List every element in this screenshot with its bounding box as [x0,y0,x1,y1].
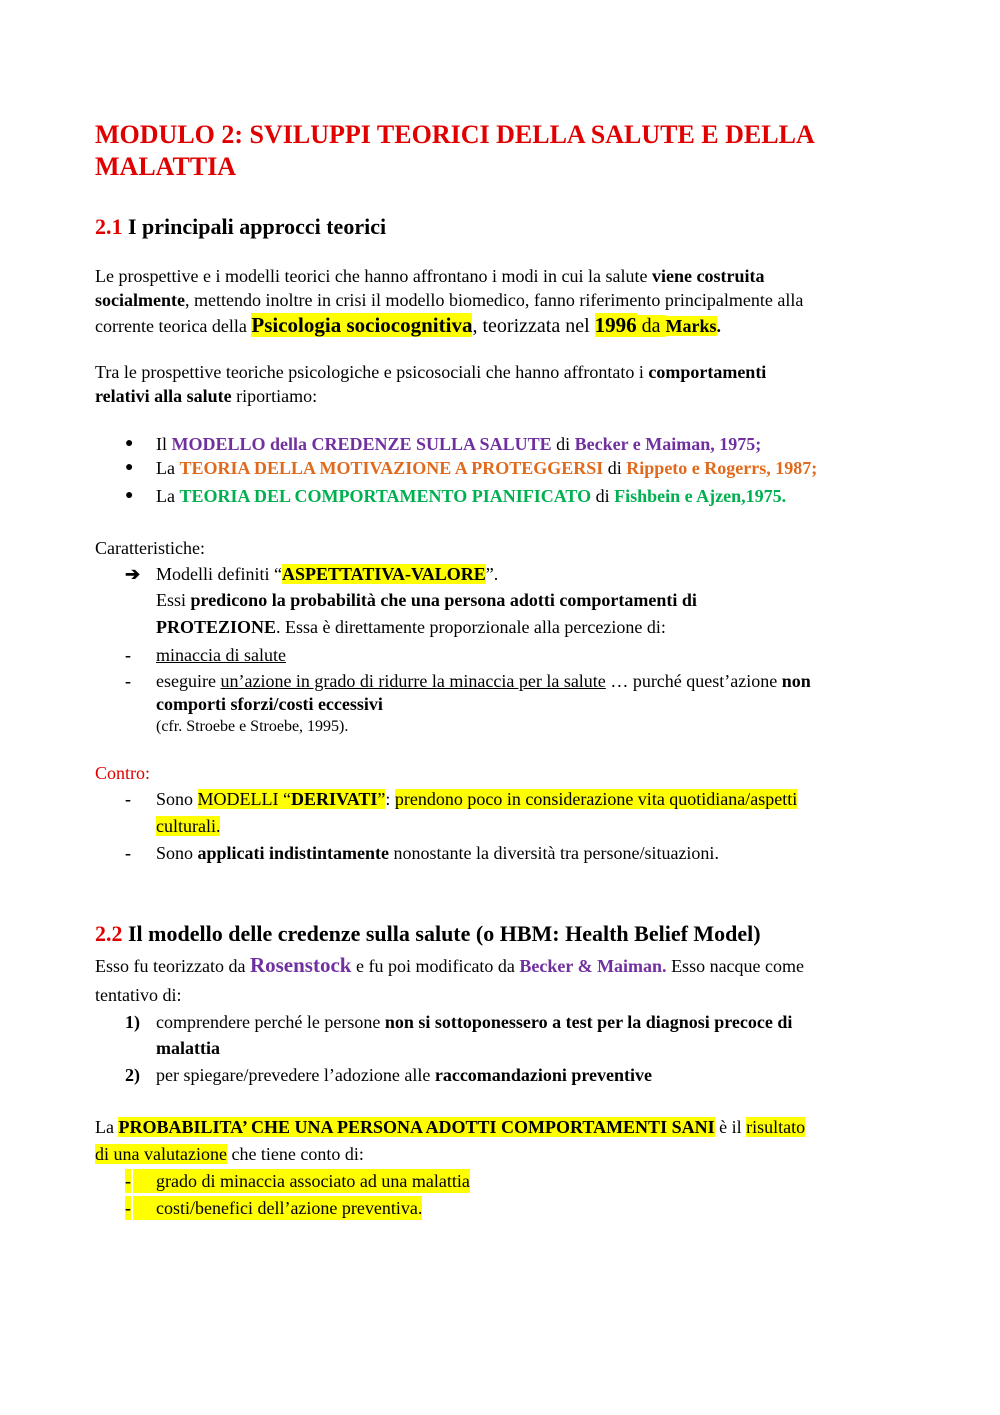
text: riportiamo: [231,386,318,406]
author: Becker & Maiman. [519,956,667,976]
text: La [95,1117,119,1137]
text: , teorizzata nel [472,315,595,337]
text: La [156,458,180,478]
bold-text: non si sottoponessero a test per la diagnosi precoce di [384,1012,793,1032]
text: Modelli definiti “ [156,564,282,584]
text: ”. [485,564,499,584]
bold-text: raccomandazioni preventive [434,1065,652,1085]
citation: (cfr. Stroebe e Stroebe, 1995). [156,718,349,735]
section-2-1-heading [95,213,386,241]
text: comprendere perché le persone [156,1012,385,1032]
text: nonostante la diversità tra persone/situazioni. [389,843,719,863]
author: Becker e Maiman, 1975; [574,434,762,454]
dash-bullet: - [125,1198,131,1218]
text: minaccia di salute [156,645,286,665]
dash-bullet: - [125,671,131,691]
text: … purché quest’azione [605,671,782,691]
paragraph-line [156,588,697,612]
bullet-icon: ● [125,488,134,503]
highlight-text: da [636,315,666,337]
caratteristiche-label: Caratteristiche: [95,538,205,558]
author: Rosenstock [249,953,352,977]
text: : [385,789,395,809]
highlight-text: Psicologia sociocognitiva [251,313,473,337]
item-number: 2) [125,1065,140,1085]
text: Esso nacque come [666,956,805,976]
highlight-text: Marks [665,316,717,336]
text: Esso fu teorizzato da [95,956,250,976]
paragraph-line [95,953,804,978]
text: . Essa è direttamente proporzionale alla percezione di: [276,617,666,637]
bold-text: malattia [156,1038,220,1058]
bold-text: comporti sforzi/costi eccessivi [156,694,383,714]
bold-text: PROTEZIONE [156,617,277,637]
bullet-icon: ● [125,460,134,475]
text: eseguire [156,671,221,691]
text: , mettendo inoltre in crisi il modello biomedico, fanno riferimento principalmente alla [184,290,804,310]
text: . [716,316,722,336]
highlight-text: di una valutazione [95,1144,227,1164]
bold-text: predicono la probabilità che una persona adotti comportamenti di [190,590,697,610]
page-title-line-1: MODULO 2: SVILUPPI TEORICI DELLA SALUTE E DELLA [95,120,815,149]
section-number: 2.2 [95,921,123,946]
text: corrente teorica della [95,316,252,336]
model-name: TEORIA DELLA MOTIVAZIONE A PROTEGGERSI [179,458,604,478]
highlight-text: PROBABILITA’ CHE UNA PERSONA ADOTTI COMPORTAMENTI SANI [118,1117,715,1137]
item-number: 1) [125,1012,140,1032]
text: e fu poi modificato da [351,956,520,976]
text: di [603,458,627,478]
paragraph-line [95,1115,805,1139]
paragraph-line [95,384,317,408]
dash-bullet: - [125,1171,131,1191]
model-name: MODELLO della CREDENZE SULLA SALUTE [171,434,552,454]
highlight-text: costi/benefici dell’azione preventiva. [156,1198,423,1218]
dash-bullet: - [125,645,131,665]
model-name: TEORIA DEL COMPORTAMENTO PIANIFICATO [179,486,592,506]
highlight-text: culturali. [156,816,221,836]
section-2-2-heading [95,920,761,948]
highlight-text: DERIVATI [291,789,378,809]
bold-text: viene costruita [652,266,765,286]
text: Essi [156,590,191,610]
highlight-fill [133,1169,156,1193]
paragraph-line [156,615,666,639]
text: per spiegare/prevedere l’adozione alle [156,1065,435,1085]
dash-bullet: - [125,843,131,863]
text: di [551,434,575,454]
paragraph-line [95,360,766,384]
contro-label: Contro: [95,763,151,783]
paragraph-line [156,692,383,716]
highlight-fill [133,1196,156,1220]
section-number: 2.1 [95,214,123,239]
highlight-text: 1996 [594,313,637,337]
text: Sono [156,789,198,809]
paragraph-line [95,288,803,312]
paragraph-line [156,814,220,838]
author: Fishbein e Ajzen,1975. [614,486,787,506]
text: è il [714,1117,747,1137]
bold-text: applicati indistintamente [197,843,390,863]
bold-text: comportamenti [648,362,767,382]
text: Sono [156,843,198,863]
dash-bullet: - [125,789,131,809]
highlight-text: risultato [746,1117,806,1137]
paragraph-line [95,1142,364,1166]
highlight-text: grado di minaccia associato ad una malattia [156,1171,470,1191]
text: Le prospettive e i modelli teorici che hanno affrontano i modi in cui la salute [95,266,652,286]
bold-text: non [781,671,811,691]
highlight-text: prendono poco in considerazione vita quotidiana/aspetti [394,789,798,809]
bold-text: socialmente [95,290,185,310]
page-title-line-2: MALATTIA [95,152,237,181]
highlight-text: ASPETTATIVA-VALORE [281,564,486,584]
bold-text: relativi alla salute [95,386,232,406]
paragraph-line [95,264,764,288]
bullet-icon: ● [125,436,134,451]
text: di [591,486,615,506]
text: che tiene conto di: [226,1144,364,1164]
paragraph-line: tentativo di: [95,985,182,1005]
highlight-text: MODELLI “ [197,789,291,809]
author: Rippeto e Rogerrs, 1987; [626,458,818,478]
text: La [156,486,180,506]
paragraph-line [156,1036,220,1060]
section-title: Il modello delle credenze sulla salute (o HBM: Health Belief Model) [122,921,761,946]
paragraph-line [95,311,721,340]
text: Tra le prospettive teoriche psicologiche e psicosociali che hanno affrontato i [95,362,649,382]
underlined-text: un’azione in grado di ridurre la minaccia per la salute [220,671,606,691]
text: Il [156,434,172,454]
section-title: I principali approcci teorici [122,214,387,239]
highlight-text: ” [377,789,386,809]
arrow-right-icon: ➔ [125,564,141,584]
